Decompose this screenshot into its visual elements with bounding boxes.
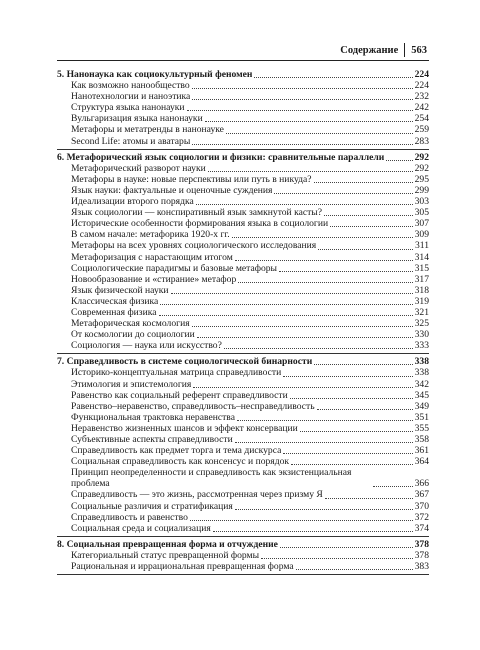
entry-title: От космологии до социологии <box>71 329 195 341</box>
page-number: 383 <box>414 561 429 573</box>
toc-entry[interactable] <box>57 318 429 329</box>
toc-entry[interactable] <box>57 91 429 102</box>
page-number: 338 <box>414 356 429 368</box>
dot-leader <box>296 569 413 570</box>
entry-title: Справедливость и равенство <box>71 511 188 523</box>
entry-title: Субъективные аспекты справедливости <box>71 434 233 445</box>
page-number: 295 <box>414 173 429 185</box>
entry-title: Социология — наука или искусство? <box>71 340 222 352</box>
entry-title: Исторические особенности формирования языка в социологии <box>71 218 329 230</box>
page-number: 224 <box>414 80 429 92</box>
toc-entry[interactable] <box>57 434 429 445</box>
toc-entry[interactable] <box>57 163 429 174</box>
entry-title: Метафорический разворот науки <box>71 162 206 174</box>
page-number: 367 <box>414 489 429 501</box>
page-number: 358 <box>414 434 429 445</box>
header-separator <box>404 43 405 57</box>
page-number: 303 <box>414 196 429 208</box>
entry-title: Классическая физика <box>71 295 159 307</box>
page-number: 232 <box>414 91 429 103</box>
page-number: 283 <box>414 135 429 147</box>
page-number: 309 <box>414 229 429 241</box>
entry-title: Социальная справедливость как консенсус и порядок <box>71 456 290 468</box>
dot-leader <box>187 110 413 111</box>
entry-title: Функциональная трактовка неравенства <box>71 411 235 423</box>
header-page-number: 563 <box>411 44 427 56</box>
dot-leader <box>192 99 412 100</box>
toc-entry[interactable] <box>57 252 429 263</box>
page-number: 254 <box>414 113 429 125</box>
toc-entry[interactable] <box>57 185 429 196</box>
dot-leader <box>291 464 413 465</box>
toc-entry[interactable] <box>57 379 429 390</box>
toc-section <box>57 69 429 150</box>
page-number: 307 <box>414 218 429 230</box>
page-number: 317 <box>414 273 429 285</box>
toc-entry[interactable] <box>57 401 429 412</box>
page-number: 242 <box>414 102 429 114</box>
dot-leader <box>290 398 413 399</box>
dot-leader <box>196 204 413 205</box>
chapter-title: 5. Нанонаука как социокультурный феномен <box>57 69 253 80</box>
page-number: 325 <box>414 318 429 330</box>
entry-title: Равенство–неравенство, справедливость–несправедливость <box>71 400 315 412</box>
toc-entry[interactable] <box>57 523 429 534</box>
toc-section <box>57 356 429 537</box>
entry-title: Социологические парадигмы и базовые метафоры <box>71 262 277 274</box>
dot-leader <box>373 486 413 487</box>
dot-leader <box>190 520 413 521</box>
page-number: 292 <box>414 151 429 163</box>
dot-leader <box>300 431 413 432</box>
entry-title: Метафоры в науке: новые перспективы или путь в никуда? <box>71 173 312 185</box>
page-number: 315 <box>414 262 429 274</box>
page-number: 364 <box>414 456 429 468</box>
dot-leader <box>171 293 413 294</box>
entry-title: Структура языка нанонауки <box>71 102 185 114</box>
page-number: 305 <box>414 207 429 219</box>
dot-leader <box>192 326 413 327</box>
page-number: 224 <box>414 69 429 80</box>
page-number: 318 <box>414 284 429 296</box>
page-number: 372 <box>414 511 429 523</box>
entry-title: Вульгаризация языка нанонауки <box>71 113 203 125</box>
page-number: 319 <box>414 295 429 307</box>
toc-entry[interactable] <box>57 285 429 296</box>
page-number: 378 <box>414 549 429 561</box>
toc-entry[interactable] <box>57 501 429 512</box>
dot-leader <box>197 337 413 338</box>
page-number: 342 <box>414 378 429 390</box>
page-number: 321 <box>414 306 429 318</box>
table-of-contents <box>57 69 429 577</box>
entry-title: Метафоризация с нарастающим итогом <box>71 251 233 263</box>
dot-leader <box>314 364 412 365</box>
dot-leader <box>235 509 413 510</box>
dot-leader <box>280 547 413 548</box>
dot-leader <box>205 121 413 122</box>
entry-title: Неравенство жизненных шансов и эффект консервации <box>71 422 298 434</box>
entry-title: Справедливость — это жизнь, рассмотренная через призму Я <box>71 489 323 501</box>
page-number: 299 <box>414 184 429 196</box>
dot-leader <box>274 193 412 194</box>
dot-leader <box>254 77 412 78</box>
dot-leader <box>213 531 413 532</box>
entry-title: Принцип неопределенности и справедливость как экзистенциальная проблема <box>71 467 352 490</box>
dot-leader <box>235 442 413 443</box>
page-number: 378 <box>414 538 429 550</box>
page-number: 292 <box>414 162 429 174</box>
entry-title: Социальная среда и социализация <box>71 522 211 534</box>
page-number: 366 <box>414 478 429 490</box>
toc-entry[interactable] <box>57 218 429 229</box>
toc-entry[interactable] <box>57 512 429 523</box>
page-number: 330 <box>414 329 429 341</box>
toc-entry[interactable] <box>57 274 429 285</box>
page-number: 259 <box>414 124 429 136</box>
entry-title: Метафоры на всех уровнях социологического исследования <box>71 240 317 252</box>
dot-leader <box>232 237 413 238</box>
toc-entry[interactable] <box>57 367 429 378</box>
chapter-title: 7. Справедливость в системе социологической бинарности <box>57 356 313 368</box>
entry-title: Нанотехнологии и наноэтика <box>71 91 191 103</box>
page-number: 338 <box>414 367 429 379</box>
entry-title: Язык социологии — конспиративный язык замкнутой касты? <box>71 207 323 219</box>
page-number: 361 <box>414 445 429 457</box>
entry-title: Метафорическая космология <box>71 318 190 330</box>
dot-leader <box>160 304 412 305</box>
dot-leader <box>192 88 413 89</box>
toc-section <box>57 539 429 575</box>
dot-leader <box>208 171 413 172</box>
toc-entry[interactable] <box>57 456 429 467</box>
toc-entry[interactable] <box>57 263 429 274</box>
entry-title: Язык физической науки <box>71 284 169 296</box>
dot-leader <box>224 348 413 349</box>
toc-entry[interactable] <box>57 423 429 434</box>
page-number: 311 <box>414 240 429 252</box>
entry-title: Категориальный статус превращенной формы <box>71 549 260 561</box>
page-number: 345 <box>414 389 429 401</box>
chapter-title: 6. Метафорический язык социологии и физики: сравнительные параллели <box>57 151 385 163</box>
header-rule <box>57 60 429 61</box>
entry-title: Современная физика <box>71 306 157 318</box>
entry-title: Социальные различия и стратификация <box>71 500 233 512</box>
toc-entry[interactable] <box>57 467 429 489</box>
dot-leader <box>318 249 413 250</box>
toc-entry[interactable] <box>57 136 429 147</box>
dot-leader <box>317 409 413 410</box>
page-number: 349 <box>414 400 429 412</box>
dot-leader <box>159 315 413 316</box>
toc-entry[interactable] <box>57 296 429 307</box>
page-number: 351 <box>414 411 429 423</box>
entry-title: В самом начале: метафорика 1920-х гг. <box>71 229 230 241</box>
dot-leader <box>193 387 412 388</box>
toc-entry[interactable] <box>57 240 429 251</box>
entry-title: Second Life: атомы и аватары <box>71 135 191 147</box>
dot-leader <box>324 215 413 216</box>
dot-leader <box>226 133 413 134</box>
page-number: 333 <box>414 340 429 352</box>
toc-entry[interactable] <box>57 207 429 218</box>
dot-leader <box>192 144 412 145</box>
entry-title: Историко-концептуальная матрица справедливости <box>71 367 282 379</box>
chapter-entry[interactable] <box>57 69 429 80</box>
dot-leader <box>279 271 413 272</box>
toc-entry[interactable] <box>57 489 429 500</box>
dot-leader <box>330 226 412 227</box>
header-section-title: Содержание <box>340 44 399 56</box>
entry-title: Как возможно нанообщество <box>71 80 190 92</box>
toc-entry[interactable] <box>57 445 429 456</box>
dot-leader <box>237 420 413 421</box>
toc-entry[interactable] <box>57 229 429 240</box>
dot-leader <box>283 453 412 454</box>
dot-leader <box>238 282 412 283</box>
page-number: 355 <box>414 422 429 434</box>
dot-leader <box>386 160 412 161</box>
toc-entry[interactable] <box>57 390 429 401</box>
chapter-entry[interactable] <box>57 152 429 163</box>
page-number: 374 <box>414 522 429 534</box>
dot-leader <box>325 498 413 499</box>
entry-title: Новообразование и «стирание» метафор <box>71 273 237 285</box>
page-number: 370 <box>414 500 429 512</box>
toc-entry[interactable] <box>57 340 429 351</box>
entry-title: Идеализации второго порядка <box>71 196 194 208</box>
dot-leader <box>235 260 413 261</box>
page-number: 314 <box>414 251 429 263</box>
toc-entry[interactable] <box>57 561 429 572</box>
chapter-title: 8. Социальная превращенная форма и отчуждение <box>57 538 278 550</box>
toc-entry[interactable] <box>57 80 429 91</box>
toc-entry[interactable] <box>57 102 429 113</box>
toc-entry[interactable] <box>57 329 429 340</box>
running-header <box>340 43 427 57</box>
entry-title: Справедливость как предмет торга и тема дискурса <box>71 445 282 457</box>
dot-leader <box>314 182 413 183</box>
entry-title: Рациональная и иррациональная превращенная форма <box>71 561 294 573</box>
toc-entry[interactable] <box>57 307 429 318</box>
toc-entry[interactable] <box>57 550 429 561</box>
chapter-entry[interactable] <box>57 356 429 367</box>
dot-leader <box>261 558 413 559</box>
toc-entry[interactable] <box>57 174 429 185</box>
entry-title: Метафоры и метатренды в нанонауке <box>71 124 224 136</box>
entry-title: Равенство как социальный референт справедливости <box>71 389 288 401</box>
dot-leader <box>283 376 412 377</box>
entry-title: Язык науки: фактуальные и оценочные суждения <box>71 184 273 196</box>
toc-section <box>57 152 429 355</box>
toc-entry[interactable] <box>57 124 429 135</box>
toc-entry[interactable] <box>57 196 429 207</box>
chapter-entry[interactable] <box>57 539 429 550</box>
toc-entry[interactable] <box>57 412 429 423</box>
toc-entry[interactable] <box>57 113 429 124</box>
entry-title: Этимология и эпистемология <box>71 378 192 390</box>
